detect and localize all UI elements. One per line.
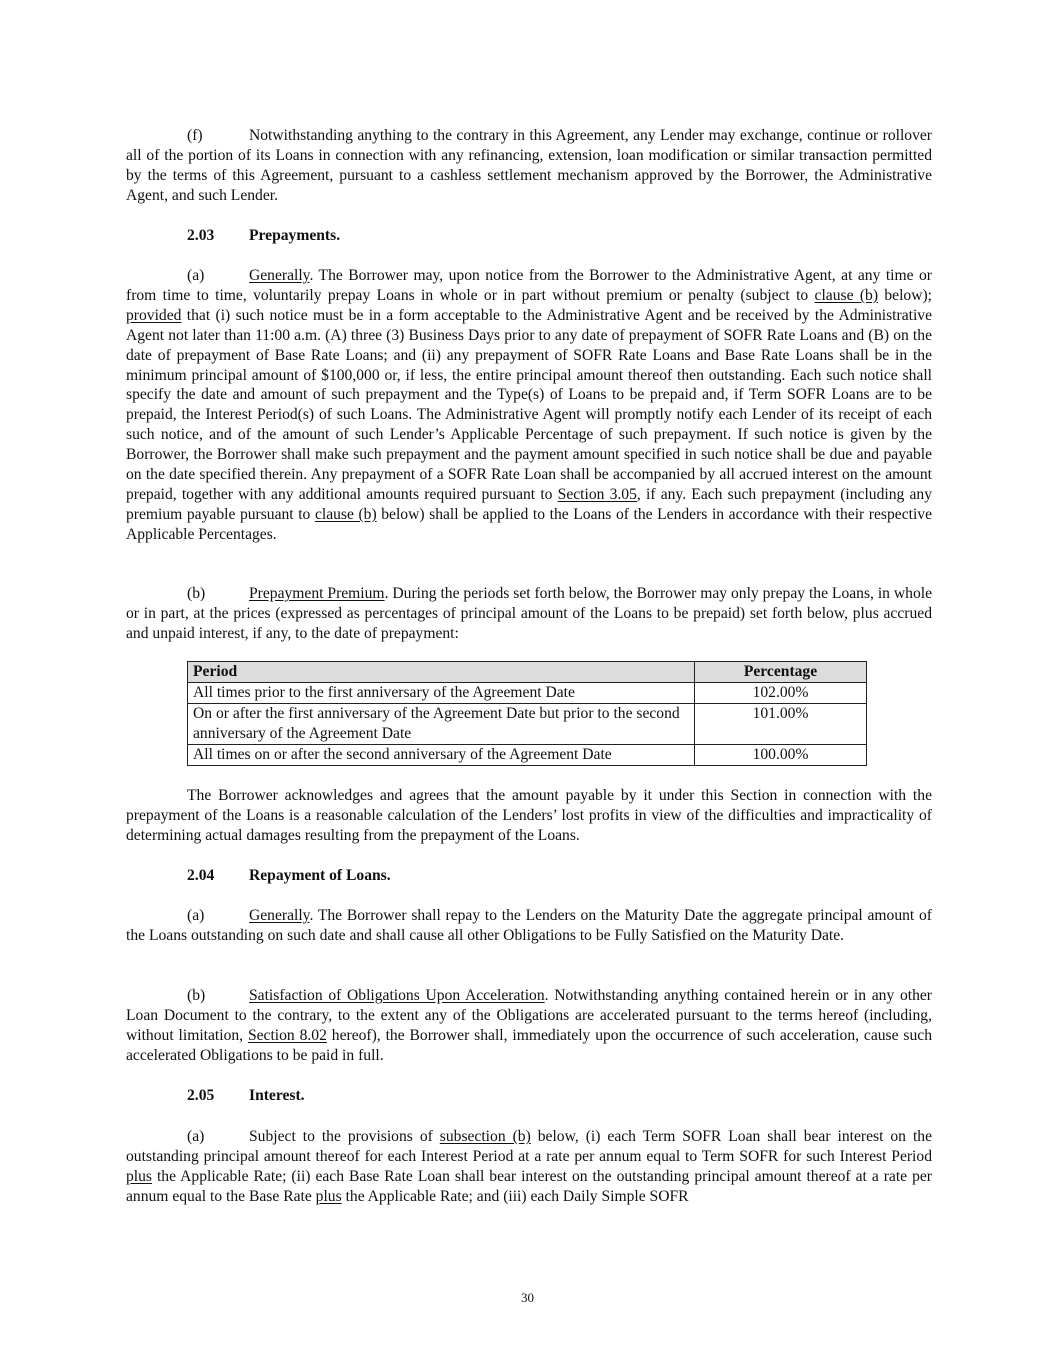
table-row (188, 703, 867, 744)
paragraph-text: below, (i) each Term SOFR Loan shall bear interest on the outstanding principal amount thereof for each Interest Period at a rate per annum equal to Term SOFR for such Interest Period (126, 1128, 932, 1165)
paragraph-text: Subject to the provisions of (249, 1128, 440, 1145)
section-heading-2-04 (187, 866, 391, 886)
percentage-cell: 101.00% (695, 703, 867, 744)
clause-caption: Prepayment Premium (249, 585, 385, 602)
percentage-cell: 102.00% (695, 682, 867, 703)
paragraph-text: Notwithstanding anything to the contrary in this Agreement, any Lender may exchange, continue or rollover all of the portion of its Loans in connection with any refinancing, extension, loan modification or similar transaction permitted by the terms of this Agreement, pursuant to a cashless settlement mechanism approved by the Borrower, the Administrative Agent, and such Lender. (126, 127, 932, 204)
cross-reference: subsection (b) (439, 1128, 531, 1145)
paragraph-text: the Applicable Rate; (ii) each Base Rate Loan shall bear interest on the outstanding principal amount thereof at a rate per annum equal to the Base Rate (126, 1167, 932, 1205)
paragraph-text: the Applicable Rate; and (iii) each Daily Simple SOFR (341, 1187, 689, 1205)
prepayment-premium-table (187, 661, 867, 766)
section-heading-2-03 (187, 226, 340, 246)
table-header-row (188, 662, 867, 683)
clause-number: (a) (187, 267, 205, 284)
clause-caption: Generally (249, 267, 310, 284)
paragraph-text: . The Borrower shall repay to the Lenders on the Maturity Date the aggregate principal amount of the Loans outstanding on such date and shall cause all other Obligations to be Fully Satisfied on the Maturity Date. (126, 907, 932, 944)
paragraph-2-04-a (126, 906, 932, 946)
paragraph-f (126, 126, 932, 206)
table-row (188, 744, 867, 765)
paragraph-text: , if any. Each such prepayment (including any premium payable pursuant to (126, 485, 932, 523)
table-row (188, 682, 867, 703)
paragraph-text: . Notwithstanding anything contained herein or in any other Loan Document to the contrary, to the extent any of the Obligations are accelerated pursuant to the terms hereof (including, without limitation, (126, 987, 932, 1044)
cross-reference: clause (b) (314, 505, 377, 523)
clause-number: (f) (187, 127, 203, 144)
clause-number: (b) (187, 987, 206, 1004)
plus-term: plus (126, 1167, 152, 1185)
section-title: Interest. (249, 1087, 305, 1104)
page-number: 30 (521, 1290, 534, 1305)
percentage-cell: 100.00% (695, 744, 867, 765)
paragraph-text: below); (878, 286, 932, 304)
paragraph-text: hereof), the Borrower shall, immediately upon the occurrence of such acceleration, cause such accelerated Obligations to be paid in full. (126, 1026, 933, 1064)
clause-number: (a) (187, 1128, 205, 1145)
clause-caption: Satisfaction of Obligations Upon Acceleration (249, 987, 545, 1004)
provided-term: provided (126, 306, 182, 324)
plus-term: plus (315, 1187, 342, 1205)
cross-reference: Section 8.02 (247, 1026, 327, 1044)
paragraph-text: that (i) such notice must be in a form acceptable to the Administrative Agent and be received by the Administrative Agent not later than 11:00 a.m. (A) three (3) Business Days prior to any date of prepayment of SOFR Rate Loans and (B) on the date of prepayment of Base Rate Loans; and (ii) any prepayment of SOFR Rate Loans and Base Rate Loans shall be in the minimum principal amount of $100,000 or, if less, the entire principal amount thereof then outstanding. Each such notice shall specify the date and amount of such prepayment and the Type(s) of Loans to be prepaid and, if Term SOFR Loans are to be prepaid, the Interest Period(s) of such Loans. The Administrative Agent will promptly notify each Lender of its receipt of each such notice, and of the amount of such Lender’s Applicable Percentage of such prepayment. If such notice is given by the Borrower, the Borrower shall make such prepayment and the payment amount specified in such notice shall be due and payable on the date specified therein. Any prepayment of a SOFR Rate Loan shall be accompanied by all accrued interest on the amount prepaid, together with any additional amounts required pursuant to (126, 306, 932, 503)
column-header-period: Period (188, 662, 695, 683)
clause-caption: Generally (249, 907, 310, 924)
paragraph-text: . The Borrower may, upon notice from the Borrower to the Administrative Agent, at any time or from time to time, voluntarily prepay Loans in whole or in part without premium or penalty (subject to (126, 267, 932, 304)
section-number: 2.05 (187, 1087, 215, 1104)
clause-number: (a) (187, 907, 205, 924)
paragraph-2-03-a (126, 266, 932, 545)
section-title: Prepayments. (249, 227, 341, 244)
section-heading-2-05 (187, 1086, 305, 1106)
column-header-percentage: Percentage (695, 662, 867, 683)
paragraph-text: . During the periods set forth below, the Borrower may only prepay the Loans, in whole or in part, at the prices (expressed as percentages of principal amount of the Loans to be prepaid) set forth below, plus accrued and unpaid interest, if any, to the date of prepayment: (126, 585, 932, 642)
paragraph-2-05-a (126, 1127, 932, 1207)
paragraph-text: below) shall be applied to the Loans of the Lenders in accordance with their respective Applicable Percentages. (126, 505, 932, 543)
acknowledgement-paragraph: The Borrower acknowledges and agrees that the amount payable by it under this Section in connection with the prepayment of the Loans is a reasonable calculation of the Lenders’ lost profits in view of the difficulties and impracticality of determining actual damages resulting from the prepayment of the Loans. (126, 787, 932, 844)
section-number: 2.03 (187, 227, 215, 244)
section-title: Repayment of Loans. (249, 867, 391, 884)
cross-reference: clause (b) (814, 286, 879, 304)
paragraph-2-04-b (126, 986, 932, 1066)
section-number: 2.04 (187, 867, 215, 884)
paragraph-2-03-b (126, 584, 932, 644)
period-cell: On or after the first anniversary of the Agreement Date but prior to the second anniversary of the Agreement Date (188, 703, 695, 744)
cross-reference: Section 3.05 (557, 485, 637, 503)
period-cell: All times prior to the first anniversary of the Agreement Date (188, 682, 695, 703)
period-cell: All times on or after the second anniversary of the Agreement Date (188, 744, 695, 765)
clause-number: (b) (187, 585, 206, 602)
